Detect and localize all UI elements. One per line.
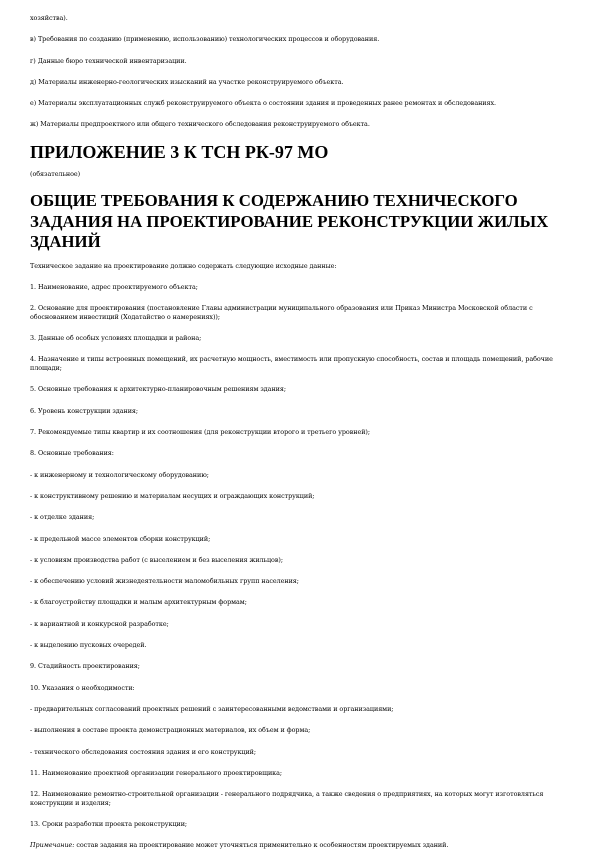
intro-paragraph: Техническое задание на проектирование должно содержать следующие исходные данные: [30, 261, 337, 270]
appendix-status: (обязательное) [30, 169, 81, 178]
list-item: 4. Назначение и типы встроенных помещений, их расчетную мощность, вместимость или пропускную способность, состав и площадь помещений, рабочие площади; [30, 355, 553, 373]
list-item: ж) Материалы предпроектного или общего технического обследования реконструируемого объекта. [30, 120, 370, 129]
list-item: д) Материалы инженерно-геологических изысканий на участке реконструируемого объекта. [30, 77, 344, 86]
list-item: 3. Данные об особых условиях площадки и района; [30, 334, 202, 343]
list-item: 1. Наименование, адрес проектируемого объекта; [30, 282, 198, 291]
list-item: - к условиям производства работ (с выселением и без выселения жильцов); [30, 555, 283, 564]
list-item: 9. Стадийность проектирования; [30, 662, 140, 671]
list-item: хозяйства). [30, 14, 68, 22]
list-item: - к конструктивному решению и материалам несущих и ограждающих конструкций; [30, 491, 315, 500]
list-item: 8. Основные требования: [30, 449, 114, 458]
appendix-title: ПРИЛОЖЕНИЕ 3 К ТСН РК-97 МО [30, 141, 329, 162]
list-item: 11. Наименование проектной организации генерального проектировщика; [30, 768, 282, 777]
list-item: - предварительных согласований проектных решений с заинтересованными ведомствами и организациями; [30, 704, 394, 713]
list-item: 6. Уровень конструкции здания; [30, 406, 138, 415]
list-item: - к вариантной и конкурсной разработке; [30, 619, 169, 628]
list-item: - выполнения в составе проекта демонстрационных материалов, их объем и форма; [30, 726, 311, 735]
note-paragraph [30, 841, 571, 850]
list-item: в) Требования по созданию (применению, использованию) технологических процессов и оборудования. [30, 35, 380, 44]
list-item: 12. Наименование ремонтно-строительной организации - генерального подрядчика, а также сведения о предприятиях, на которых могут изготовляться конструкции и изделия; [30, 790, 544, 808]
note-text: состав задания на проектирование может уточняться применительно к особенностям проектируемых зданий. [74, 841, 449, 850]
list-item: - к предельной массе элементов сборки конструкций; [30, 534, 211, 543]
list-item: - технического обследования состояния здания и его конструкций; [30, 747, 256, 756]
list-item: - к отделке здания; [30, 513, 95, 522]
list-item: - к благоустройству площадки и малым архитектурным формам; [30, 598, 247, 607]
list-item: 2. Основание для проектирования (постановление Главы администрации муниципального образования или Приказ Министра Московской области с обоснованием инвестиций (Ходатайство о намерениях)); [30, 304, 533, 322]
main-title: ОБЩИЕ ТРЕБОВАНИЯ К СОДЕРЖАНИЮ ТЕХНИЧЕСКОГО ЗАДАНИЯ НА ПРОЕКТИРОВАНИЕ РЕКОНСТРУКЦИИ ЖИЛЫХ ЗДАНИЙ [30, 191, 549, 252]
list-item: - к обеспечению условий жизнедеятельности маломобильных групп населения; [30, 577, 299, 586]
note-label: Примечание: [30, 841, 75, 850]
list-item: е) Материалы эксплуатационных служб реконструируемого объекта о состоянии здания и проведенных ранее ремонтах и обследованиях. [30, 99, 497, 108]
list-item: 10. Указания о необходимости: [30, 683, 135, 692]
list-item: - к выделению пусковых очередей. [30, 641, 147, 650]
list-item: 5. Основные требования к архитектурно-планировочным решениям здания; [30, 385, 286, 394]
list-item: - к инженерному и технологическому оборудованию; [30, 470, 209, 479]
list-item: 13. Сроки разработки проекта реконструкции; [30, 820, 188, 829]
list-item: 7. Рекомендуемые типы квартир и их соотношения (для реконструкции второго и третьего уровней); [30, 428, 370, 437]
list-item: г) Данные бюро технической инвентаризации. [30, 56, 187, 65]
